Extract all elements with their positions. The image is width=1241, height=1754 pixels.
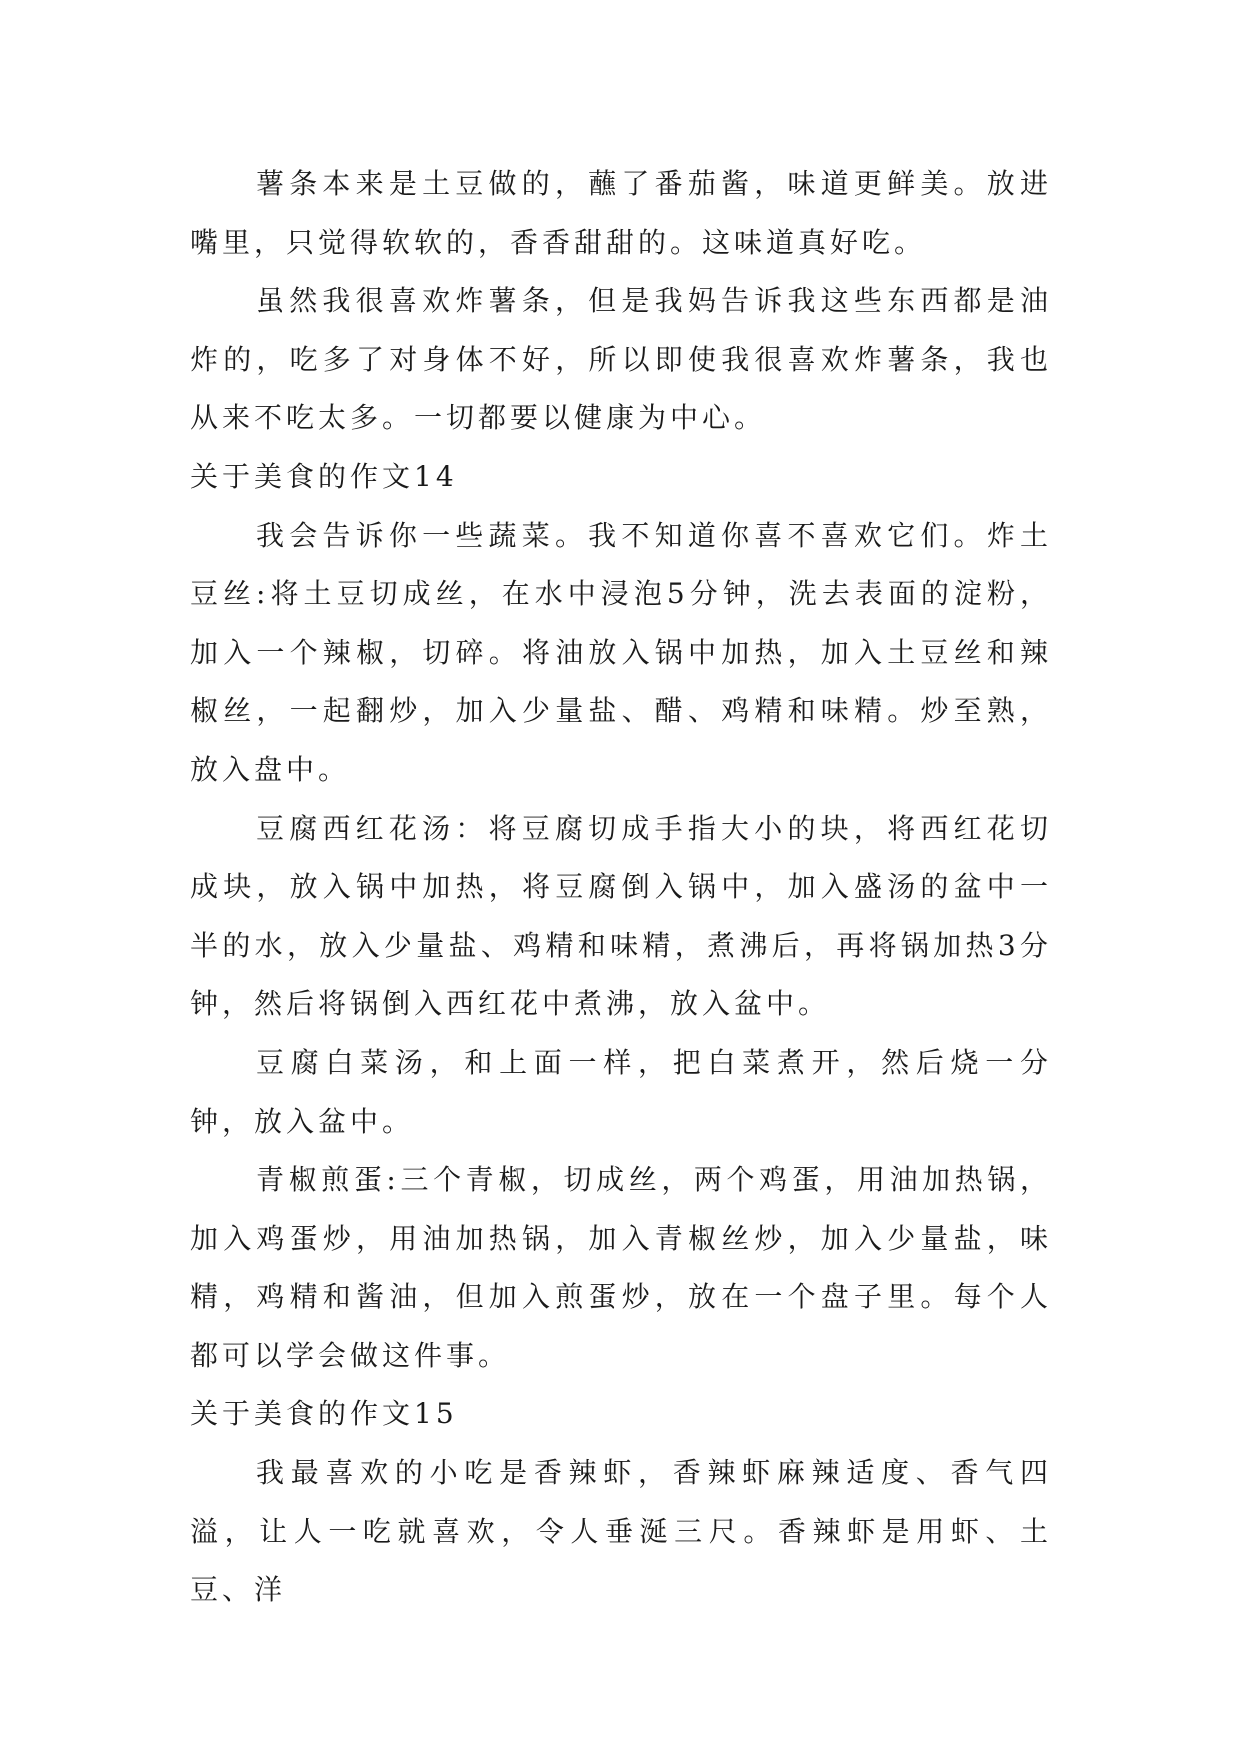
paragraph: 豆腐白菜汤，和上面一样，把白菜煮开，然后烧一分钟，放入盆中。	[190, 1045, 1052, 1138]
paragraph: 豆腐西红花汤：将豆腐切成手指大小的块，将西红花切成块，放入锅中加热，将豆腐倒入锅中，加入盛汤的盆中一半的水，放入少量盐、鸡精和味精，煮沸后，再将锅加热3分钟，然后将锅倒入西红花中煮沸，放入盆中。	[190, 811, 1052, 1021]
paragraph: 我最喜欢的小吃是香辣虾，香辣虾麻辣适度、香气四溢，让人一吃就喜欢，令人垂涎三尺。香辣虾是用虾、土豆、洋	[190, 1456, 1052, 1607]
paragraph: 我会告诉你一些蔬菜。我不知道你喜不喜欢它们。炸土豆丝:将土豆切成丝，在水中浸泡5分钟，洗去表面的淀粉，加入一个辣椒，切碎。将油放入锅中加热，加入土豆丝和辣椒丝，一起翻炒，加入少量盐、醋、鸡精和味精。炒至熟，放入盘中。	[190, 518, 1052, 786]
paragraph: 青椒煎蛋:三个青椒，切成丝，两个鸡蛋，用油加热锅，加入鸡蛋炒，用油加热锅，加入青椒丝炒，加入少量盐，味精，鸡精和酱油，但加入煎蛋炒，放在一个盘子里。每个人都可以学会做这件事。	[190, 1163, 1052, 1372]
paragraph: 虽然我很喜欢炸薯条，但是我妈告诉我这些东西都是油炸的，吃多了对身体不好，所以即使我很喜欢炸薯条，我也从来不吃太多。一切都要以健康为中心。	[190, 284, 1052, 435]
section-heading: 关于美食的作文15	[190, 1397, 458, 1431]
paragraph: 薯条本来是土豆做的，蘸了番茄酱，味道更鲜美。放进嘴里，只觉得软软的，香香甜甜的。这味道真好吃。	[190, 167, 1052, 259]
document-body	[190, 155, 1052, 1620]
section-heading: 关于美食的作文14	[190, 459, 458, 493]
